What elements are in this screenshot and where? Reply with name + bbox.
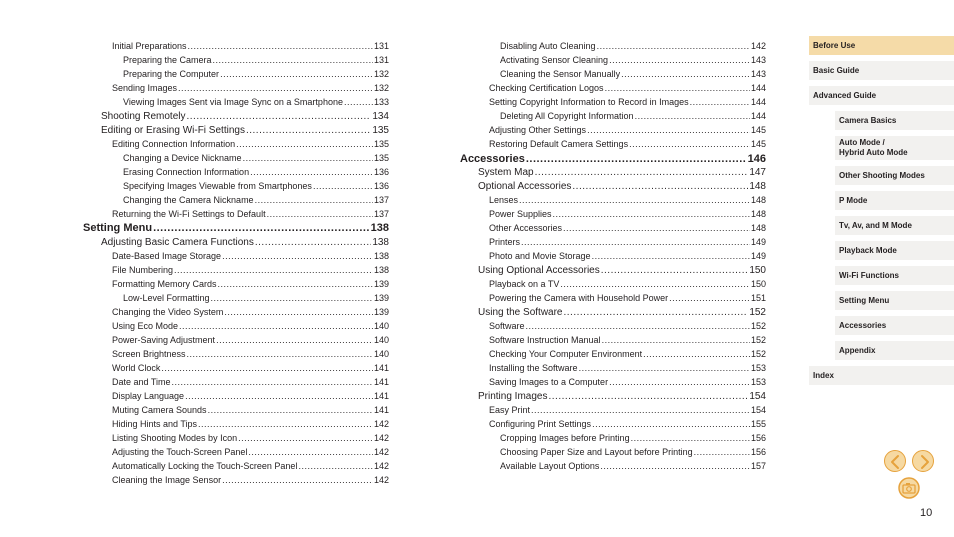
toc-entry-title: Easy Print bbox=[489, 405, 531, 415]
toc-entry-page: 138 bbox=[370, 222, 389, 234]
toc-entry-title: Sending Images bbox=[112, 83, 178, 93]
toc-leader-dots bbox=[185, 390, 373, 402]
toc-entry-page: 154 bbox=[750, 405, 766, 415]
toc-entry-title: Photo and Movie Storage bbox=[489, 251, 591, 261]
toc-entry-page: 135 bbox=[373, 153, 389, 163]
toc-entry-title: Choosing Paper Size and Layout before Printing bbox=[500, 447, 693, 457]
nav-item-label: Playback Mode bbox=[839, 245, 897, 255]
toc-leader-dots bbox=[602, 334, 750, 346]
toc-entry-page: 140 bbox=[373, 335, 389, 345]
toc-entry-title: Saving Images to a Computer bbox=[489, 377, 609, 387]
toc-leader-dots bbox=[236, 138, 373, 150]
toc-entry[interactable] bbox=[101, 124, 389, 137]
toc-entry-title: Automatically Locking the Touch-Screen Panel bbox=[112, 461, 298, 471]
toc-entry[interactable] bbox=[460, 152, 766, 166]
toc-entry[interactable] bbox=[112, 348, 389, 360]
toc-entry[interactable] bbox=[123, 54, 389, 66]
toc-entry-title: Checking Certification Logos bbox=[489, 83, 604, 93]
nav-item[interactable] bbox=[835, 216, 954, 235]
toc-leader-dots bbox=[531, 404, 750, 416]
toc-entry-page: 152 bbox=[749, 307, 766, 318]
toc-entry-title: Disabling Auto Cleaning bbox=[500, 41, 596, 51]
toc-entry-title: Playback on a TV bbox=[489, 279, 560, 289]
nav-item-label: Index bbox=[813, 370, 834, 380]
toc-entry[interactable] bbox=[489, 96, 766, 108]
toc-entry-page: 142 bbox=[750, 41, 766, 51]
toc-entry-title: Viewing Images Sent via Image Sync on a Smartphone bbox=[123, 97, 343, 107]
nav-item[interactable] bbox=[809, 366, 954, 385]
toc-leader-dots bbox=[635, 110, 750, 122]
toc-entry-title: Activating Sensor Cleaning bbox=[500, 55, 609, 65]
toc-leader-dots bbox=[592, 418, 750, 430]
toc-entry-page: 144 bbox=[750, 97, 766, 107]
toc-entry-title: Software Instruction Manual bbox=[489, 335, 601, 345]
toc-leader-dots bbox=[521, 236, 750, 248]
nav-item[interactable] bbox=[835, 266, 954, 285]
toc-entry-title: Adjusting the Touch-Screen Panel bbox=[112, 447, 248, 457]
toc-entry-page: 142 bbox=[373, 433, 389, 443]
toc-entry-page: 139 bbox=[373, 293, 389, 303]
toc-leader-dots bbox=[560, 278, 750, 290]
toc-entry[interactable] bbox=[112, 306, 389, 318]
page-number: 10 bbox=[920, 507, 933, 519]
toc-entry[interactable] bbox=[489, 208, 766, 220]
toc-entry[interactable] bbox=[500, 110, 766, 122]
toc-leader-dots bbox=[592, 250, 750, 262]
toc-entry-title: Formatting Memory Cards bbox=[112, 279, 217, 289]
toc-entry-title: Screen Brightness bbox=[112, 349, 186, 359]
toc-leader-dots bbox=[179, 320, 373, 332]
toc-leader-dots bbox=[153, 221, 370, 235]
toc-entry-title: Low-Level Formatting bbox=[123, 293, 210, 303]
toc-entry[interactable] bbox=[83, 221, 389, 235]
toc-entry-page: 143 bbox=[750, 69, 766, 79]
toc-entry-title: Date and Time bbox=[112, 377, 171, 387]
toc-entry[interactable] bbox=[112, 474, 389, 486]
toc-leader-dots bbox=[526, 152, 747, 166]
toc-leader-dots bbox=[519, 194, 750, 206]
toc-leader-dots bbox=[222, 250, 373, 262]
toc-entry[interactable] bbox=[112, 208, 389, 220]
nav-item[interactable] bbox=[809, 36, 954, 55]
toc-entry[interactable] bbox=[500, 40, 766, 52]
nav-item[interactable] bbox=[835, 316, 954, 335]
toc-entry-page: 135 bbox=[372, 125, 389, 136]
toc-entry[interactable] bbox=[123, 194, 389, 206]
toc-entry-title: Adjusting Basic Camera Functions bbox=[101, 237, 254, 248]
toc-entry[interactable] bbox=[478, 180, 766, 193]
toc-entry[interactable] bbox=[112, 320, 389, 332]
toc-entry-title: Using Eco Mode bbox=[112, 321, 179, 331]
toc-entry-title: Adjusting Other Settings bbox=[489, 125, 587, 135]
toc-entry-title: Preparing the Camera bbox=[123, 55, 212, 65]
toc-entry-title: Accessories bbox=[460, 153, 525, 165]
toc-entry-title: Erasing Connection Information bbox=[123, 167, 250, 177]
chevron-right-icon bbox=[913, 451, 935, 473]
toc-entry-title: Setting Copyright Information to Record in Images bbox=[489, 97, 689, 107]
toc-leader-dots bbox=[629, 138, 750, 150]
previous-page-button[interactable] bbox=[884, 450, 906, 472]
nav-item-label: Auto Mode / Hybrid Auto Mode bbox=[839, 138, 908, 157]
toc-leader-dots bbox=[609, 376, 750, 388]
toc-leader-dots bbox=[216, 334, 373, 346]
toc-entry-page: 142 bbox=[373, 447, 389, 457]
home-button[interactable] bbox=[898, 477, 920, 499]
toc-leader-dots bbox=[255, 236, 371, 249]
toc-entry-title: Software bbox=[489, 321, 525, 331]
toc-entry-title: Using the Software bbox=[478, 307, 563, 318]
toc-entry-page: 156 bbox=[750, 447, 766, 457]
toc-entry[interactable] bbox=[489, 124, 766, 136]
toc-entry-page: 148 bbox=[750, 195, 766, 205]
toc-entry-title: Lenses bbox=[489, 195, 519, 205]
nav-item-label: P Mode bbox=[839, 195, 868, 205]
toc-leader-dots bbox=[187, 110, 372, 123]
toc-entry-page: 133 bbox=[373, 97, 389, 107]
toc-entry-page: 132 bbox=[373, 83, 389, 93]
toc-leader-dots bbox=[535, 166, 749, 179]
toc-entry-title: Changing the Camera Nickname bbox=[123, 195, 254, 205]
toc-entry[interactable] bbox=[500, 54, 766, 66]
toc-entry[interactable] bbox=[489, 320, 766, 332]
toc-entry[interactable] bbox=[489, 278, 766, 290]
toc-leader-dots bbox=[243, 152, 373, 164]
toc-leader-dots bbox=[255, 194, 373, 206]
toc-entry[interactable] bbox=[112, 418, 389, 430]
toc-entry-title: Muting Camera Sounds bbox=[112, 405, 207, 415]
nav-item-label: Other Shooting Modes bbox=[839, 170, 925, 180]
toc-entry[interactable] bbox=[489, 236, 766, 248]
toc-leader-dots bbox=[631, 432, 750, 444]
toc-entry-page: 152 bbox=[750, 349, 766, 359]
toc-leader-dots bbox=[178, 82, 373, 94]
toc-entry-title: Powering the Camera with Household Power bbox=[489, 293, 669, 303]
toc-entry-title: Printers bbox=[489, 237, 521, 247]
toc-entry-title: Changing the Video System bbox=[112, 307, 224, 317]
toc-entry[interactable] bbox=[123, 68, 389, 80]
nav-item-label: Basic Guide bbox=[813, 65, 860, 75]
toc-entry[interactable] bbox=[123, 152, 389, 164]
toc-entry[interactable] bbox=[123, 96, 389, 108]
toc-entry-page: 141 bbox=[373, 391, 389, 401]
toc-entry[interactable] bbox=[478, 166, 766, 179]
toc-entry[interactable] bbox=[112, 362, 389, 374]
toc-entry-title: System Map bbox=[478, 167, 534, 178]
nav-item-label: Setting Menu bbox=[839, 295, 890, 305]
nav-item[interactable] bbox=[809, 86, 954, 105]
toc-entry[interactable] bbox=[112, 460, 389, 472]
toc-leader-dots bbox=[621, 68, 750, 80]
toc-entry-title: Editing Connection Information bbox=[112, 139, 236, 149]
toc-entry-page: 145 bbox=[750, 125, 766, 135]
toc-entry[interactable] bbox=[489, 82, 766, 94]
toc-entry[interactable] bbox=[489, 334, 766, 346]
toc-leader-dots bbox=[609, 54, 750, 66]
toc-entry-page: 135 bbox=[373, 139, 389, 149]
toc-entry[interactable] bbox=[112, 250, 389, 262]
toc-entry-page: 148 bbox=[750, 209, 766, 219]
toc-entry[interactable] bbox=[112, 138, 389, 150]
toc-leader-dots bbox=[188, 40, 373, 52]
toc-entry[interactable] bbox=[489, 348, 766, 360]
nav-item[interactable] bbox=[835, 136, 954, 160]
toc-entry-title: Power-Saving Adjustment bbox=[112, 335, 216, 345]
toc-entry[interactable] bbox=[101, 110, 389, 123]
nav-item[interactable] bbox=[835, 166, 954, 185]
toc-entry-page: 138 bbox=[373, 251, 389, 261]
toc-entry-page: 141 bbox=[373, 377, 389, 387]
toc-entry-title: Listing Shooting Modes by Icon bbox=[112, 433, 238, 443]
toc-entry[interactable] bbox=[112, 432, 389, 444]
toc-entry[interactable] bbox=[112, 40, 389, 52]
toc-entry-page: 132 bbox=[373, 69, 389, 79]
toc-leader-dots bbox=[548, 390, 748, 403]
toc-leader-dots bbox=[211, 292, 373, 304]
toc-entry[interactable] bbox=[112, 404, 389, 416]
toc-entry-title: Changing a Device Nickname bbox=[123, 153, 242, 163]
toc-entry-title: Optional Accessories bbox=[478, 181, 572, 192]
toc-entry-page: 140 bbox=[373, 349, 389, 359]
toc-entry-page: 148 bbox=[749, 181, 766, 192]
toc-leader-dots bbox=[526, 320, 750, 332]
toc-entry-title: Available Layout Options bbox=[500, 461, 600, 471]
toc-leader-dots bbox=[161, 362, 373, 374]
toc-entry-title: Deleting All Copyright Information bbox=[500, 111, 634, 121]
toc-leader-dots bbox=[643, 348, 750, 360]
toc-entry-page: 136 bbox=[373, 167, 389, 177]
toc-entry[interactable] bbox=[112, 376, 389, 388]
toc-entry-title: File Numbering bbox=[112, 265, 174, 275]
toc-entry-page: 142 bbox=[373, 475, 389, 485]
toc-entry-page: 157 bbox=[750, 461, 766, 471]
toc-entry-page: 144 bbox=[750, 83, 766, 93]
nav-item[interactable] bbox=[835, 241, 954, 260]
nav-item-label: Accessories bbox=[839, 320, 887, 330]
toc-leader-dots bbox=[600, 460, 750, 472]
toc-leader-dots bbox=[220, 68, 373, 80]
toc-entry[interactable] bbox=[101, 236, 389, 249]
toc-leader-dots bbox=[563, 222, 750, 234]
nav-item-label: Wi-Fi Functions bbox=[839, 270, 899, 280]
toc-entry-title: Cropping Images before Printing bbox=[500, 433, 630, 443]
toc-entry-title: Date-Based Image Storage bbox=[112, 251, 222, 261]
toc-leader-dots bbox=[224, 306, 373, 318]
toc-entry-page: 139 bbox=[373, 307, 389, 317]
toc-entry-page: 149 bbox=[750, 251, 766, 261]
toc-leader-dots bbox=[250, 166, 373, 178]
toc-leader-dots bbox=[572, 180, 748, 193]
toc-leader-dots bbox=[601, 264, 749, 277]
toc-entry-page: 142 bbox=[373, 419, 389, 429]
chevron-left-icon bbox=[885, 451, 907, 473]
toc-entry[interactable] bbox=[112, 446, 389, 458]
toc-entry-page: 150 bbox=[749, 265, 766, 276]
toc-leader-dots bbox=[238, 432, 373, 444]
toc-entry[interactable] bbox=[478, 264, 766, 277]
toc-entry-page: 139 bbox=[373, 279, 389, 289]
toc-entry[interactable] bbox=[123, 292, 389, 304]
toc-entry-page: 152 bbox=[750, 321, 766, 331]
toc-entry-title: Restoring Default Camera Settings bbox=[489, 139, 629, 149]
toc-entry-page: 153 bbox=[750, 363, 766, 373]
toc-entry-page: 154 bbox=[749, 391, 766, 402]
toc-entry-title: Cleaning the Sensor Manually bbox=[500, 69, 621, 79]
toc-entry-page: 138 bbox=[372, 237, 389, 248]
toc-entry[interactable] bbox=[112, 82, 389, 94]
toc-leader-dots bbox=[222, 474, 373, 486]
toc-leader-dots bbox=[174, 264, 373, 276]
toc-entry-page: 144 bbox=[750, 111, 766, 121]
toc-entry-title: Specifying Images Viewable from Smartphones bbox=[123, 181, 312, 191]
nav-item[interactable] bbox=[835, 341, 954, 360]
toc-entry[interactable] bbox=[500, 432, 766, 444]
toc-leader-dots bbox=[313, 180, 373, 192]
toc-entry[interactable] bbox=[489, 250, 766, 262]
toc-entry-title: Cleaning the Image Sensor bbox=[112, 475, 222, 485]
toc-entry[interactable] bbox=[489, 292, 766, 304]
toc-entry-title: Using Optional Accessories bbox=[478, 265, 600, 276]
toc-leader-dots bbox=[690, 96, 750, 108]
toc-leader-dots bbox=[344, 96, 373, 108]
nav-item[interactable] bbox=[835, 291, 954, 310]
toc-entry[interactable] bbox=[489, 222, 766, 234]
toc-entry-page: 138 bbox=[373, 265, 389, 275]
toc-entry-page: 153 bbox=[750, 377, 766, 387]
toc-entry-title: Checking Your Computer Environment bbox=[489, 349, 643, 359]
toc-entry-page: 137 bbox=[373, 195, 389, 205]
toc-entry[interactable] bbox=[500, 460, 766, 472]
toc-entry-title: Printing Images bbox=[478, 391, 548, 402]
toc-leader-dots bbox=[246, 124, 371, 137]
toc-entry[interactable] bbox=[478, 390, 766, 403]
toc-entry[interactable] bbox=[489, 138, 766, 150]
toc-leader-dots bbox=[579, 362, 750, 374]
toc-entry-title: Preparing the Computer bbox=[123, 69, 220, 79]
toc-entry[interactable] bbox=[489, 404, 766, 416]
toc-entry-title: Hiding Hints and Tips bbox=[112, 419, 198, 429]
toc-entry[interactable] bbox=[112, 264, 389, 276]
toc-leader-dots bbox=[597, 40, 750, 52]
toc-entry[interactable] bbox=[489, 362, 766, 374]
toc-entry[interactable] bbox=[112, 278, 389, 290]
nav-item[interactable] bbox=[835, 111, 954, 130]
toc-leader-dots bbox=[248, 446, 373, 458]
nav-item-label: Camera Basics bbox=[839, 115, 897, 125]
toc-entry[interactable] bbox=[123, 166, 389, 178]
nav-item-label: Advanced Guide bbox=[813, 90, 877, 100]
nav-item-label: Appendix bbox=[839, 345, 876, 355]
toc-entry[interactable] bbox=[112, 334, 389, 346]
toc-entry-title: Shooting Remotely bbox=[101, 111, 186, 122]
toc-entry-page: 140 bbox=[373, 321, 389, 331]
toc-entry[interactable] bbox=[478, 306, 766, 319]
toc-leader-dots bbox=[605, 82, 750, 94]
toc-entry-page: 146 bbox=[747, 153, 766, 165]
toc-leader-dots bbox=[187, 348, 373, 360]
toc-entry-page: 142 bbox=[373, 461, 389, 471]
toc-entry-title: Configuring Print Settings bbox=[489, 419, 592, 429]
toc-entry-page: 145 bbox=[750, 139, 766, 149]
toc-entry-page: 131 bbox=[373, 55, 389, 65]
toc-leader-dots bbox=[172, 376, 373, 388]
toc-entry[interactable] bbox=[112, 390, 389, 402]
toc-entry[interactable] bbox=[489, 376, 766, 388]
toc-entry-page: 141 bbox=[373, 405, 389, 415]
toc-entry-page: 152 bbox=[750, 335, 766, 345]
toc-entry-page: 136 bbox=[373, 181, 389, 191]
nav-item[interactable] bbox=[835, 191, 954, 210]
toc-entry[interactable] bbox=[500, 446, 766, 458]
toc-entry[interactable] bbox=[489, 194, 766, 206]
toc-leader-dots bbox=[218, 278, 373, 290]
toc-entry-title: Display Language bbox=[112, 391, 185, 401]
toc-leader-dots bbox=[694, 446, 750, 458]
toc-leader-dots bbox=[669, 292, 750, 304]
toc-entry-title: Initial Preparations bbox=[112, 41, 187, 51]
nav-item[interactable] bbox=[809, 61, 954, 80]
home-icon bbox=[898, 477, 920, 499]
toc-leader-dots bbox=[298, 460, 373, 472]
toc-entry-title: Editing or Erasing Wi-Fi Settings bbox=[101, 125, 245, 136]
toc-leader-dots bbox=[553, 208, 750, 220]
toc-leader-dots bbox=[267, 208, 373, 220]
toc-entry-title: Installing the Software bbox=[489, 363, 578, 373]
toc-entry-page: 141 bbox=[373, 363, 389, 373]
toc-leader-dots bbox=[213, 54, 373, 66]
toc-entry-title: Setting Menu bbox=[83, 222, 153, 234]
toc-entry-page: 148 bbox=[750, 223, 766, 233]
toc-entry-title: Returning the Wi-Fi Settings to Default bbox=[112, 209, 266, 219]
toc-leader-dots bbox=[198, 418, 373, 430]
toc-leader-dots bbox=[208, 404, 373, 416]
toc-entry-page: 155 bbox=[750, 419, 766, 429]
nav-item-label: Tv, Av, and M Mode bbox=[839, 220, 912, 230]
toc-entry-page: 156 bbox=[750, 433, 766, 443]
toc-entry-title: Other Accessories bbox=[489, 223, 563, 233]
next-page-button[interactable] bbox=[912, 450, 934, 472]
toc-entry[interactable] bbox=[500, 68, 766, 80]
toc-entry-page: 149 bbox=[750, 237, 766, 247]
toc-entry-title: World Clock bbox=[112, 363, 161, 373]
toc-entry[interactable] bbox=[123, 180, 389, 192]
toc-leader-dots bbox=[564, 306, 749, 319]
toc-entry-page: 150 bbox=[750, 279, 766, 289]
toc-entry-page: 143 bbox=[750, 55, 766, 65]
toc-entry[interactable] bbox=[489, 418, 766, 430]
toc-entry-page: 151 bbox=[750, 293, 766, 303]
nav-item-label: Before Use bbox=[813, 40, 856, 50]
toc-entry-title: Power Supplies bbox=[489, 209, 552, 219]
toc-entry-page: 147 bbox=[749, 167, 766, 178]
toc-entry-page: 137 bbox=[373, 209, 389, 219]
toc-entry-page: 131 bbox=[373, 41, 389, 51]
toc-leader-dots bbox=[587, 124, 750, 136]
toc-entry-page: 134 bbox=[372, 111, 389, 122]
